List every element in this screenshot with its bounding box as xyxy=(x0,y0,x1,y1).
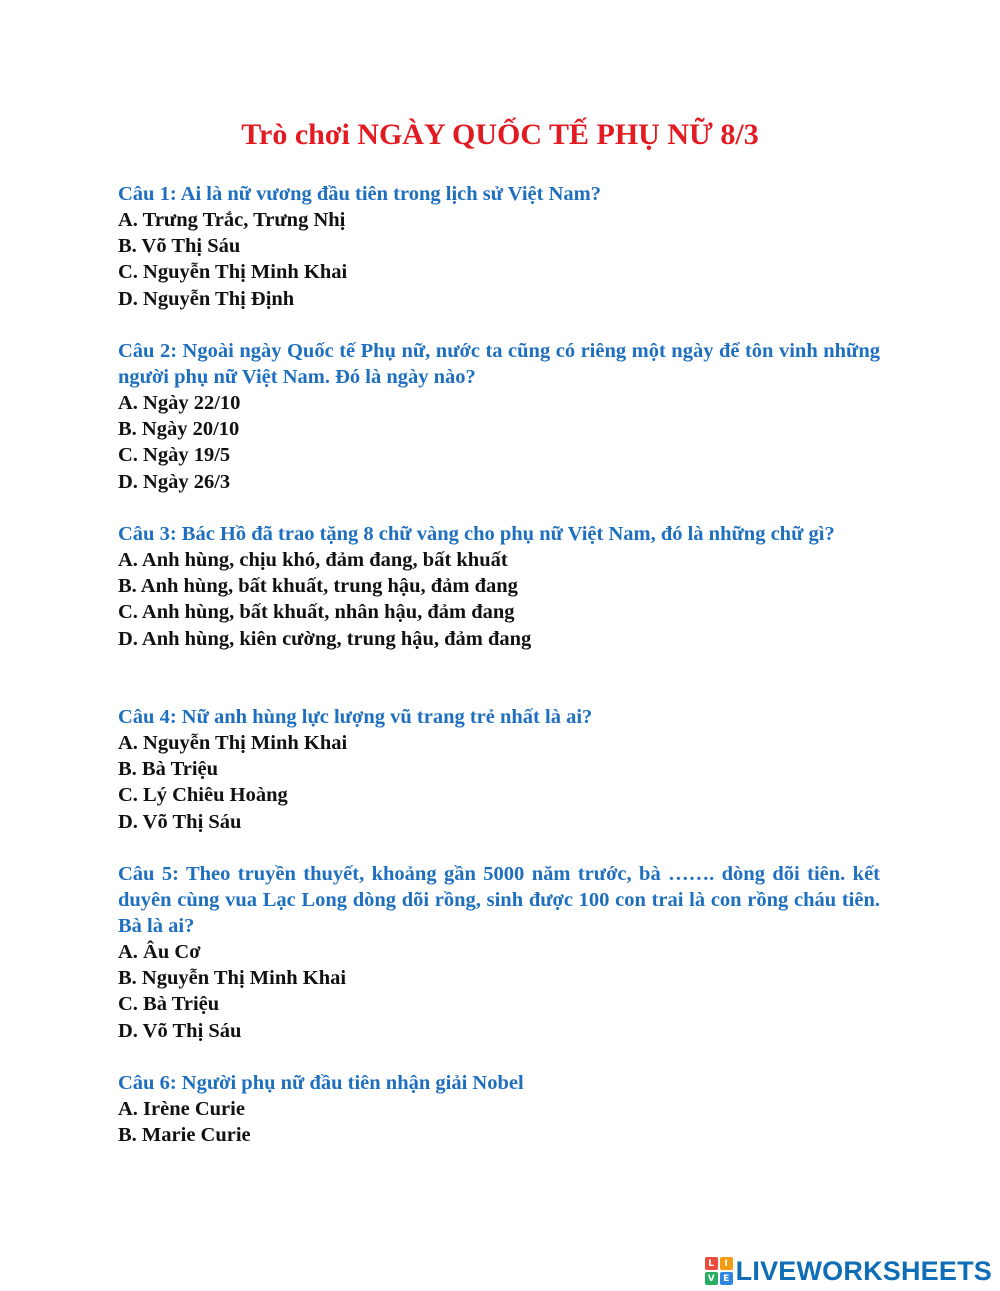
question-1 xyxy=(118,181,880,312)
answer-option[interactable]: A. Ngày 22/10 xyxy=(118,392,241,414)
answer-option[interactable]: B. Bà Triệu xyxy=(118,758,219,781)
question-text: Câu 2: Ngoài ngày Quốc tế Phụ nữ, nước ta cũng có riêng một ngày để tôn vinh những người phụ nữ Việt Nam. Đó là ngày nào? xyxy=(118,340,880,388)
liveworksheets-brand xyxy=(705,1256,992,1286)
answer-option[interactable]: B. Võ Thị Sáu xyxy=(118,235,241,258)
logo-letter: V xyxy=(705,1272,718,1285)
logo-letter: I xyxy=(720,1257,733,1270)
question-text: Câu 6: Người phụ nữ đầu tiên nhận giải Nobel xyxy=(118,1072,524,1094)
logo-letter: L xyxy=(705,1257,718,1270)
question-text: Câu 4: Nữ anh hùng lực lượng vũ trang trẻ nhất là ai? xyxy=(118,706,593,728)
answer-option[interactable]: B. Nguyễn Thị Minh Khai xyxy=(118,967,347,990)
answer-option[interactable]: D. Ngày 26/3 xyxy=(118,470,231,493)
answer-option[interactable]: A. Anh hùng, chịu khó, đảm đang, bất khuất xyxy=(118,549,508,571)
question-text: Câu 3: Bác Hồ đã trao tặng 8 chữ vàng cho phụ nữ Việt Nam, đó là những chữ gì? xyxy=(118,523,835,545)
answer-option[interactable]: D. Anh hùng, kiên cường, trung hậu, đảm đang xyxy=(118,627,532,650)
answer-option[interactable]: C. Anh hùng, bất khuất, nhân hậu, đảm đang xyxy=(118,601,515,624)
question-5 xyxy=(118,861,880,1044)
liveworksheets-wordmark: LIVEWORKSHEETS xyxy=(735,1255,992,1286)
answer-option[interactable]: A. Irène Curie xyxy=(118,1098,245,1120)
page-title: Trò chơi NGÀY QUỐC TẾ PHỤ NỮ 8/3 xyxy=(241,118,759,151)
answer-option[interactable]: C. Nguyễn Thị Minh Khai xyxy=(118,261,348,284)
answer-option[interactable]: A. Âu Cơ xyxy=(118,941,201,963)
question-6 xyxy=(118,1070,880,1148)
question-text: Câu 1: Ai là nữ vương đầu tiên trong lịch sử Việt Nam? xyxy=(118,183,601,205)
answer-option[interactable]: D. Võ Thị Sáu xyxy=(118,810,242,833)
answer-option[interactable]: B. Marie Curie xyxy=(118,1124,251,1147)
answer-option[interactable]: D. Võ Thị Sáu xyxy=(118,1019,242,1042)
answer-option[interactable]: B. Ngày 20/10 xyxy=(118,418,240,441)
question-2 xyxy=(118,338,880,495)
answer-option[interactable]: C. Lý Chiêu Hoàng xyxy=(118,784,288,807)
liveworksheets-logo-icon xyxy=(705,1257,733,1285)
answer-option[interactable]: C. Ngày 19/5 xyxy=(118,444,231,467)
answer-option[interactable]: B. Anh hùng, bất khuất, trung hậu, đảm đang xyxy=(118,575,518,598)
answer-option[interactable]: A. Nguyễn Thị Minh Khai xyxy=(118,732,348,754)
logo-letter: E xyxy=(720,1272,733,1285)
answer-option[interactable]: A. Trưng Trắc, Trưng Nhị xyxy=(118,209,346,231)
question-text: Câu 5: Theo truyền thuyết, khoảng gần 5000 năm trước, bà ……. dòng dõi tiên. kết duyên cùng vua Lạc Long dòng dõi rồng, sinh được 100 con trai là con rồng cháu tiên. Bà là ai? xyxy=(118,863,880,937)
answer-option[interactable]: D. Nguyễn Thị Định xyxy=(118,287,295,310)
question-4 xyxy=(118,704,880,835)
answer-option[interactable]: C. Bà Triệu xyxy=(118,993,220,1016)
question-3 xyxy=(118,521,880,652)
